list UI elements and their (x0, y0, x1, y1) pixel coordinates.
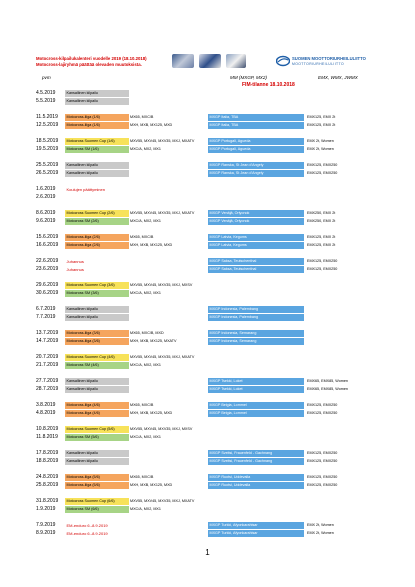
row-event: Kansallinen kilpailu (65, 314, 129, 321)
table-row (0, 305, 415, 313)
row-event: EM-enduro 6.-8.9.2019 (66, 522, 108, 528)
column-header-pvm: pvm (42, 75, 51, 80)
row-event: Motocross Suomen Cup (1/6) (65, 138, 129, 145)
row-classes: MXH, MXB, MX125, MXATV (130, 339, 177, 343)
table-row (0, 137, 415, 145)
row-date: 10.8.2019 (36, 426, 59, 432)
row-event: Motocross SM (6/6) (65, 506, 129, 513)
table-row (0, 449, 415, 457)
row-classes: MX65, MXC/B (130, 403, 154, 407)
table-row (0, 529, 415, 537)
row-date: 1.9.2019 (36, 506, 56, 512)
table-row (0, 289, 415, 297)
row-date: 5.5.2019 (36, 98, 56, 104)
row-event: Kansallinen kilpailu (65, 458, 129, 465)
row-mxgp: MXGP Italia, TBA (208, 114, 304, 121)
row-event: Motocross SM (4/6) (65, 362, 129, 369)
table-row (0, 121, 415, 129)
column-header-emx: EMX, WMX, JWMX (318, 75, 358, 80)
row-date: 12.5.2019 (36, 122, 59, 128)
row-event: Motocross Suomen Cup (3/6) (65, 282, 129, 289)
row-emx: EMX125, EMX250 (307, 259, 338, 263)
row-date: 2.6.2019 (36, 194, 56, 200)
row-mxgp: MXGP Latvia, Kegums (208, 234, 304, 241)
row-event: Kansallinen kilpailu (65, 98, 129, 105)
row-mxgp: MXGP Indonesia, Semarang (208, 338, 304, 345)
row-classes: MXH, MXB, MX125, MXD (130, 123, 173, 127)
table-row (0, 257, 415, 265)
row-mxgp: MXGP Indonesia, Semarang (208, 330, 304, 337)
smu-logo-text: SUOMEN MOOTTORIURHEILULIITTO (292, 56, 366, 61)
row-date: 24.8.2019 (36, 474, 59, 480)
row-mxgp: MXGP Tsekki, Loket (208, 378, 304, 385)
row-date: 22.6.2019 (36, 258, 59, 264)
row-event: Motocross Suomen Cup (6/6) (65, 498, 129, 505)
table-row (0, 433, 415, 441)
table-row (0, 281, 415, 289)
table-row (0, 97, 415, 105)
row-date: 23.6.2019 (36, 266, 59, 272)
row-date: 7.9.2019 (36, 522, 56, 528)
row-event: Motocross-liiga (2/6) (65, 242, 129, 249)
row-event: Kansallinen kilpailu (65, 90, 129, 97)
column-header-mm: MM (MXGP, MX2) (230, 75, 267, 80)
row-classes: MXC/A, MX2, MX1 (130, 435, 161, 439)
smu-logo-subtext: MOOTTORIURHEILULIITTO (292, 61, 344, 66)
row-date: 18.8.2019 (36, 458, 59, 464)
row-emx: EMX65, EMX85, Women (307, 387, 348, 391)
table-row (0, 505, 415, 513)
row-classes: MXV55, MXV45, MXV35, MXJ, MXATV (130, 139, 195, 143)
row-event: Juhannus (66, 266, 84, 272)
row-event: Koulujen päättyminen (66, 186, 105, 192)
row-date: 16.6.2019 (36, 242, 59, 248)
row-mxgp: MXGP Venäjä, Orlyonok (208, 210, 304, 217)
row-event: Kansallinen kilpailu (65, 378, 129, 385)
row-classes: MXV55, MXV45, MXV35, MXJ, MXSV (130, 427, 193, 431)
table-row (0, 337, 415, 345)
row-emx: EMX125, EMX250 (307, 171, 338, 175)
row-emx: EMX125, EMX 2t (307, 243, 336, 247)
row-event: Motocross-liiga (4/6) (65, 410, 129, 417)
row-emx: EMX125, EMX 2t (307, 115, 336, 119)
row-classes: MXC/A, MX2, MX1 (130, 219, 161, 223)
row-mxgp: MXGP Venäjä, Orlyonok (208, 218, 304, 225)
row-mxgp: MXGP Turkki, Afyonkarahisar (208, 530, 304, 537)
row-event: Motocross-liiga (2/6) (65, 234, 129, 241)
row-date: 27.7.2019 (36, 378, 59, 384)
row-date: 21.7.2019 (36, 362, 59, 368)
row-event: Motocross SM (3/6) (65, 290, 129, 297)
table-row (0, 217, 415, 225)
table-row (0, 377, 415, 385)
row-date: 8.9.2019 (36, 530, 56, 536)
table-row (0, 401, 415, 409)
row-mxgp: MXGP Ranska, St Jean d'Angely (208, 170, 304, 177)
row-emx: EMX125, EMX 2t (307, 123, 336, 127)
row-event: Motocross-liiga (5/6) (65, 474, 129, 481)
row-classes: MX65, MXC/B (130, 115, 154, 119)
motocross-photo-icon (226, 54, 246, 68)
row-classes: MXH, MXB, MX125, MXD (130, 243, 173, 247)
row-emx: EMX125, EMX250 (307, 403, 338, 407)
table-row (0, 113, 415, 121)
row-event: Kansallinen kilpailu (65, 162, 129, 169)
row-classes: MXC/A, MX2, MX1 (130, 291, 161, 295)
table-row (0, 425, 415, 433)
table-row (0, 409, 415, 417)
row-date: 28.7.2019 (36, 386, 59, 392)
row-emx: EMX125, EMX250 (307, 483, 338, 487)
table-row (0, 361, 415, 369)
table-row (0, 329, 415, 337)
row-event: Motocross SM (5/6) (65, 434, 129, 441)
row-event: Motocross-liiga (3/6) (65, 330, 129, 337)
row-mxgp: MXGP Saksa, Teutschenthal (208, 258, 304, 265)
table-row (0, 353, 415, 361)
row-event: Motocross-liiga (4/6) (65, 402, 129, 409)
table-row (0, 473, 415, 481)
row-date: 30.6.2019 (36, 290, 59, 296)
row-event: Motocross-liiga (5/6) (65, 482, 129, 489)
row-event: Juhannus (66, 258, 84, 264)
row-event: Motocross Suomen Cup (2/6) (65, 210, 129, 217)
row-mxgp: MXGP Sveitsi, Frauenfeld - Gachnang (208, 458, 304, 465)
row-emx: EMX125, EMX250 (307, 163, 338, 167)
row-mxgp: MXGP Ruotsi, Uddevalla (208, 482, 304, 489)
row-event: Kansallinen kilpailu (65, 386, 129, 393)
row-emx: EMX250, EMX 2t (307, 219, 336, 223)
smu-logo-icon (276, 55, 290, 67)
row-classes: MXV55, MXV45, MXV35, MXJ, MXATV (130, 211, 195, 215)
motocross-photo-icon (172, 54, 194, 68)
table-row (0, 185, 415, 193)
row-date: 31.8.2019 (36, 498, 59, 504)
row-emx: EMX125, EMX250 (307, 475, 338, 479)
row-classes: MX65, MXC/B (130, 235, 154, 239)
row-classes: MX65, MXC/B (130, 475, 154, 479)
row-classes: MXC/A, MX2, MX1 (130, 363, 161, 367)
row-date: 14.7.2019 (36, 338, 59, 344)
row-event: Kansallinen kilpailu (65, 450, 129, 457)
row-date: 17.8.2019 (36, 450, 59, 456)
row-emx: EMX125, EMX250 (307, 267, 338, 271)
row-date: 29.6.2019 (36, 282, 59, 288)
page-number: 1 (205, 548, 210, 557)
row-event: Motocross SM (2/6) (65, 218, 129, 225)
row-date: 25.5.2019 (36, 162, 59, 168)
row-date: 8.6.2019 (36, 210, 56, 216)
row-emx: EMX125, EMX250 (307, 451, 338, 455)
row-event: Motocross-liiga (3/6) (65, 338, 129, 345)
row-mxgp: MXGP Saksa, Teutschenthal (208, 266, 304, 273)
row-classes: MXV55, MXV45, MXV35, MXJ, MXATV (130, 355, 195, 359)
table-row (0, 265, 415, 273)
row-mxgp: MXGP Italia, TBA (208, 122, 304, 129)
table-row (0, 169, 415, 177)
row-event: Motocross-liiga (1/6) (65, 122, 129, 129)
row-date: 19.5.2019 (36, 146, 59, 152)
header-line-1: Motocross-kilpailukalenteri vuodelle 2019 (18.10.2018) (36, 56, 147, 61)
table-row (0, 145, 415, 153)
row-date: 4.8.2019 (36, 410, 56, 416)
row-classes: MXC/A, MX2, MX1 (130, 147, 161, 151)
row-date: 3.8.2019 (36, 402, 56, 408)
table-row (0, 313, 415, 321)
row-emx: EMX65, EMX85, Women (307, 379, 348, 383)
row-emx: EMX 2t, Women (307, 139, 334, 143)
row-classes: MXV55, MXV45, MXV35, MXJ, MXATV (130, 499, 195, 503)
row-event: Motocross Suomen Cup (4/6) (65, 354, 129, 361)
table-row (0, 385, 415, 393)
row-event: Motocross-liiga (1/6) (65, 114, 129, 121)
table-row (0, 521, 415, 529)
table-row (0, 497, 415, 505)
row-mxgp: MXGP Ruotsi, Uddevalla (208, 474, 304, 481)
row-classes: MXV55, MXV45, MXV35, MXJ, MXSV (130, 283, 193, 287)
table-row (0, 193, 415, 201)
row-date: 7.7.2019 (36, 314, 56, 320)
row-date: 15.6.2019 (36, 234, 59, 240)
row-classes: MX65, MXC/B, MXD (130, 331, 164, 335)
row-date: 26.5.2019 (36, 170, 59, 176)
table-row (0, 481, 415, 489)
row-mxgp: MXGP Indonesia, Palembang (208, 314, 304, 321)
row-date: 11.8.2019 (36, 434, 58, 440)
row-classes: MXH, MXB, MX125, MXD (130, 483, 173, 487)
header-line-2: Motocross-lajiryhmä päättää olevaden muutoksista. (36, 62, 142, 67)
row-emx: EMX 2t, Women (307, 531, 334, 535)
row-classes: MXC/A, MX2, MX1 (130, 507, 161, 511)
table-row (0, 89, 415, 97)
row-mxgp: MXGP Turkki, Afyonkarahisar (208, 522, 304, 529)
row-event: Motocross Suomen Cup (5/6) (65, 426, 129, 433)
row-date: 4.5.2019 (36, 90, 56, 96)
row-classes: MXH, MXB, MX125, MXD (130, 411, 173, 415)
row-emx: EMX 2t, Women (307, 523, 334, 527)
table-row (0, 233, 415, 241)
row-event: Kansallinen kilpailu (65, 306, 129, 313)
row-mxgp: MXGP Belgia, Lommel (208, 410, 304, 417)
row-mxgp: MXGP Belgia, Lommel (208, 402, 304, 409)
row-emx: EMX 2t, Women (307, 147, 334, 151)
table-row (0, 457, 415, 465)
row-date: 6.7.2019 (36, 306, 56, 312)
row-emx: EMX125, EMX250 (307, 411, 338, 415)
motocross-photo-icon (199, 54, 221, 68)
row-mxgp: MXGP Indonesia, Palembang (208, 306, 304, 313)
row-date: 18.5.2019 (36, 138, 59, 144)
row-event: Kansallinen kilpailu (65, 170, 129, 177)
fim-status: FIM-tilanne 18.10.2018 (242, 82, 295, 88)
row-date: 1.6.2019 (36, 186, 56, 192)
row-date: 9.6.2019 (36, 218, 56, 224)
row-date: 11.5.2019 (36, 114, 58, 120)
row-event: EM-enduro 6.-8.9.2019 (66, 530, 108, 536)
row-date: 13.7.2019 (36, 330, 59, 336)
table-row (0, 241, 415, 249)
smu-logo (276, 55, 392, 67)
row-date: 20.7.2019 (36, 354, 59, 360)
row-emx: EMX250, EMX 2t (307, 211, 336, 215)
row-event: Motocross SM (1/6) (65, 146, 129, 153)
row-emx: EMX125, EMX250 (307, 459, 338, 463)
table-row (0, 209, 415, 217)
row-emx: EMX125, EMX 2t (307, 235, 336, 239)
row-mxgp: MXGP Portugali, Agueda (208, 146, 304, 153)
row-mxgp: MXGP Tsekki, Loket (208, 386, 304, 393)
row-date: 25.8.2019 (36, 482, 59, 488)
row-mxgp: MXGP Sveitsi, Frauenfeld - Gachnang (208, 450, 304, 457)
table-row (0, 161, 415, 169)
row-mxgp: MXGP Portugali, Agueda (208, 138, 304, 145)
row-mxgp: MXGP Ranska, St Jean d'Angely (208, 162, 304, 169)
row-mxgp: MXGP Latvia, Kegums (208, 242, 304, 249)
